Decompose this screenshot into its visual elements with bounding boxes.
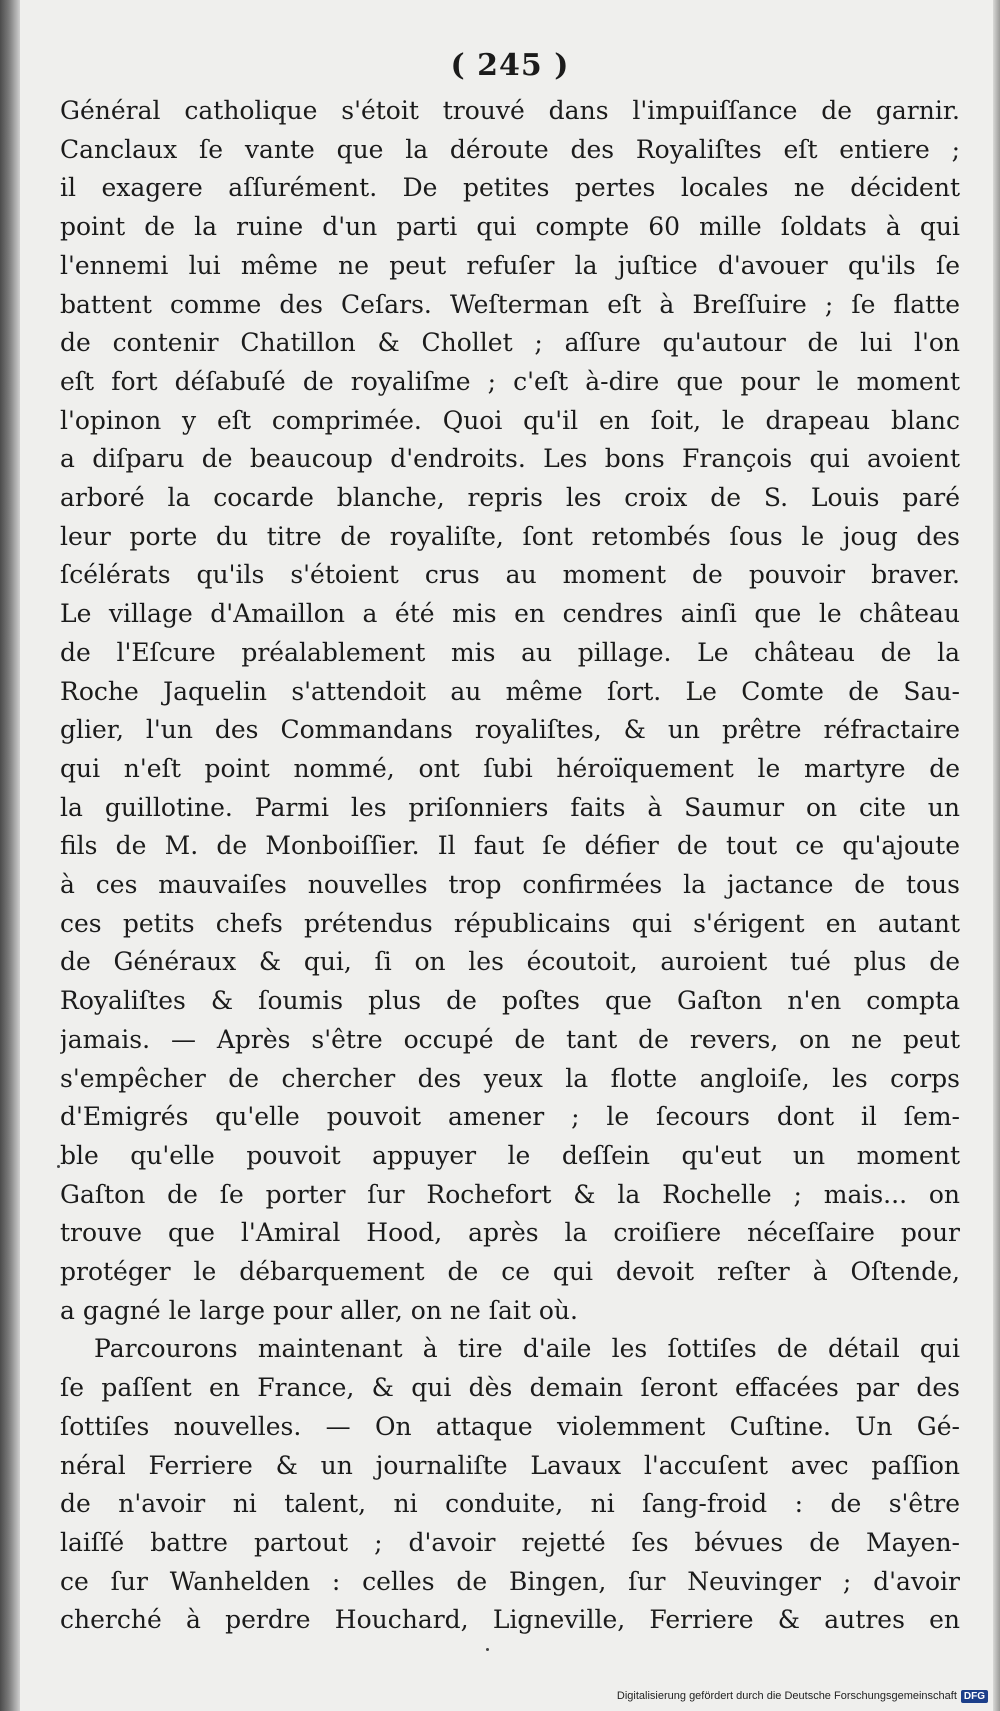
text-line: trouve que l'Amiral Hood, après la croiſiere néceſſaire pour xyxy=(60,1218,960,1248)
text-line: Général catholique s'étoit trouvé dans l'impuiſſance de garnir. xyxy=(60,96,960,125)
digitization-credit xyxy=(617,1686,988,1706)
text-line: ble qu'elle pouvoit appuyer le deſſein qu'eut un moment xyxy=(60,1140,960,1170)
text-line: l'opinon y eſt comprimée. Quoi qu'il en ſoit, le drapeau blanc xyxy=(60,405,960,435)
text-line: eſt fort déſabuſé de royaliſme ; c'eſt à-dire que pour le moment xyxy=(60,366,960,396)
text-line: la guillotine. Parmi les priſonniers faits à Saumur on cite un xyxy=(60,792,960,822)
text-line: s'empêcher de chercher des yeux la flotte angloiſe, les corps xyxy=(60,1063,960,1093)
scan-binding-shadow xyxy=(0,0,20,1711)
text-line: Le village d'Amaillon a été mis en cendres ainſi que le château xyxy=(60,599,960,629)
text-line: a diſparu de beaucoup d'endroits. Les bons François qui avoient xyxy=(60,444,960,474)
text-line: arboré la cocarde blanche, repris les croix de S. Louis paré xyxy=(60,483,960,512)
text-line: de contenir Chatillon & Chollet ; aſſure qu'autour de lui l'on xyxy=(60,328,960,358)
scan-page-edge xyxy=(993,0,1000,1711)
text-line: glier, l'un des Commandans royaliſtes, & un prêtre réfractaire xyxy=(60,715,960,745)
ink-speck xyxy=(486,1648,489,1651)
text-line: cherché à perdre Houchard, Ligneville, Ferriere & autres en xyxy=(60,1605,960,1635)
text-line: protéger le débarquement de ce qui devoit reſter à Oſtende, xyxy=(60,1257,960,1286)
text-line: ces petits chefs prétendus républicains qui s'érigent en autant xyxy=(60,908,960,938)
text-line: leur porte du titre de royaliſte, ſont retombés ſous le joug des xyxy=(60,521,960,551)
document-page xyxy=(60,40,960,1640)
text-line: Canclaux ſe vante que la déroute des Royaliſtes eſt entiere ; xyxy=(60,134,960,164)
text-line: l'ennemi lui même ne peut refuſer la juſtice d'avouer qu'ils ſe xyxy=(60,250,960,280)
text-line: de Généraux & qui, ſi on les écoutoit, auroient tué plus de xyxy=(60,947,960,977)
ink-speck xyxy=(57,1165,60,1168)
text-line: Parcourons maintenant à tire d'aile les ſottiſes de détail qui xyxy=(94,1334,960,1364)
text-line: fils de M. de Monboiſſier. Il faut ſe défier de tout ce qu'ajoute xyxy=(60,831,960,861)
text-line: laiſſé battre partout ; d'avoir rejetté ſes bévues de Mayen- xyxy=(60,1527,960,1557)
text-line: ſottiſes nouvelles. — On attaque violemment Cuſtine. Un Gé- xyxy=(60,1411,960,1441)
text-line: de n'avoir ni talent, ni conduite, ni ſang-froid : de s'être xyxy=(60,1489,960,1519)
text-line: il exagere aſſurément. De petites pertes locales ne décident xyxy=(60,173,960,203)
text-line: néral Ferriere & un journaliſte Lavaux l'accuſent avec paſſion xyxy=(60,1450,960,1480)
text-line: a gagné le large pour aller, on ne ſait où. xyxy=(60,1295,578,1325)
text-line: point de la ruine d'un parti qui compte 60 mille ſoldats à qui xyxy=(60,212,960,242)
text-line: ſe paſſent en France, & qui dès demain ſeront effacées par des xyxy=(60,1373,960,1403)
text-line: Royaliſtes & ſoumis plus de poſtes que Gaſton n'en compta xyxy=(60,986,960,1016)
page-number: ( 245 ) xyxy=(450,48,570,83)
text-line: à ces mauvaiſes nouvelles trop confirmées la jactance de tous xyxy=(60,870,960,899)
dfg-logo-icon: DFG xyxy=(961,1690,988,1703)
text-line: ce ſur Wanhelden : celles de Bingen, ſur Neuvinger ; d'avoir xyxy=(60,1566,960,1596)
text-line: Roche Jaquelin s'attendoit au même ſort. Le Comte de Sau- xyxy=(60,676,960,706)
text-line: de l'Eſcure préalablement mis au pillage. Le château de la xyxy=(60,637,960,667)
credit-text: Digitalisierung gefördert durch die Deutsche Forschungsgemeinschaft xyxy=(616,1690,957,1702)
text-line: ſcélérats qu'ils s'étoient crus au moment de pouvoir braver. xyxy=(60,560,960,590)
text-line: Gaſton de ſe porter ſur Rochefort & la Rochelle ; mais... on xyxy=(60,1179,960,1209)
text-line: qui n'eſt point nommé, ont ſubi héroïquement le martyre de xyxy=(60,753,960,783)
text-line: battent comme des Ceſars. Weſterman eſt à Breſſuire ; ſe flatte xyxy=(60,289,960,319)
text-line: d'Emigrés qu'elle pouvoit amener ; le ſecours dont il ſem- xyxy=(60,1102,960,1132)
text-line: jamais. — Après s'être occupé de tant de revers, on ne peut xyxy=(60,1024,960,1054)
